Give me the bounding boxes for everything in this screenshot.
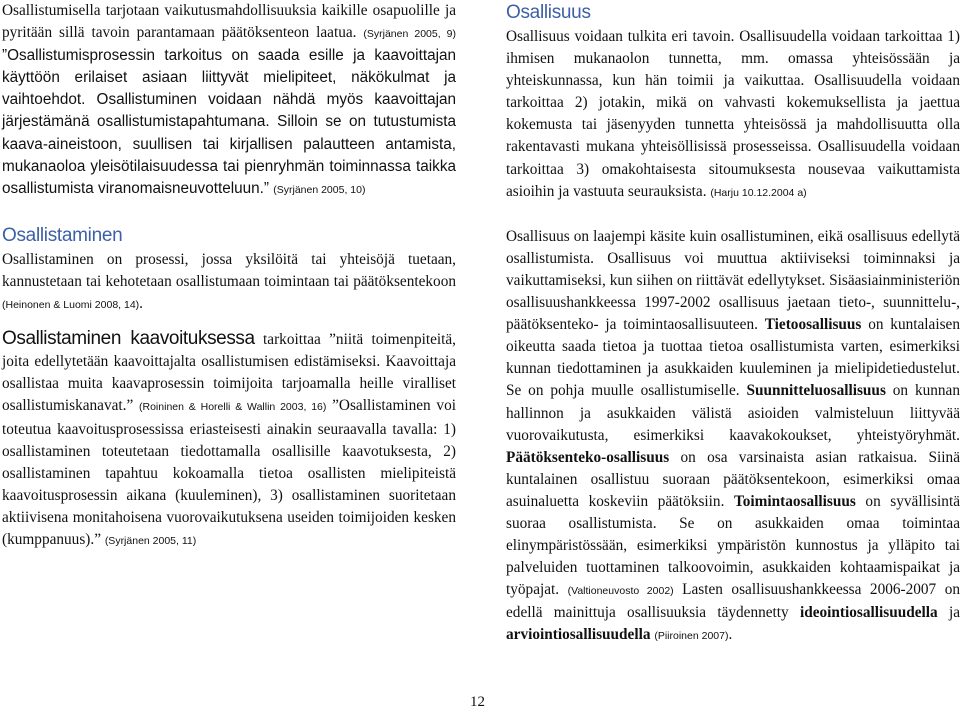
text-run: Osallistuminen voidaan nähdä myös kaavoittajan järjestämänä osallistumistapahtumana. Silloin se on tutustumista kaava-aineistoon, suullisen tai kirjallisen palautteen antamista, mukanaoloa yleisötilaisuudessa tai pienryhmän toiminnassa taikka osallistumista viranomaisneuvotteluun.” xyxy=(2,91,456,197)
text-run: Osallistumisella tarjotaan vaikutusmahdollisuuksia kaikille osapuolille ja pyritään sillä tavoin parantamaan päätöksenteon laatua. xyxy=(2,2,456,42)
bold-term: Suunnitteluosallisuus xyxy=(746,382,886,400)
osallisuus-paragraph xyxy=(506,26,960,204)
heading-osallisuus: Osallisuus xyxy=(506,2,591,23)
text-run: ”Osallistumisprosessin tarkoitus on saada esille ja kaavoittajan käyttöön erilaiset asiaan liittyvät mielipiteet, näkökulmat ja vaihtoehdot. xyxy=(2,47,456,109)
text-run: on syvällisintä suoraa osallistumista. Se on asukkaiden omaa toimintaa elinympäristössään, esimerkiksi ympäristön kunnostus ja ylläpito tai palveluiden tuottaminen talkoovoimin, asukkaiden kohtaamispaikat ja työpajat. xyxy=(506,492,960,599)
citation: (Roininen & Horelli & Wallin 2003, 16) xyxy=(139,401,327,414)
text-run: Osallisuus on laajempi käsite kuin osallistuminen, eikä osallisuus edellytä osallistumista. Osallisuus voi muuttua aktiiviseksi toiminnaksi ja vaikuttamiseksi, kun siihen on riittävät edellytykset. Sisäasiainministeriön osallisuushankkeessa 1997-2002 osallisuus jaetaan tieto-, suunnittelu-, päätöksenteko- ja toimintaosallisuuteen. xyxy=(506,227,960,334)
citation: (Harju 10.12.2004 a) xyxy=(710,186,807,199)
citation: (Syrjänen 2005, 11) xyxy=(104,534,197,547)
bold-term: Toimintaosallisuus xyxy=(733,492,856,510)
right-column xyxy=(506,0,960,648)
text-run: Osallistaminen on prosessi, jossa yksilöitä tai yhteisöjä tuetaan, kannustetaan tai kehotetaan osallistumaan toimintaan tai päätöksentekoon xyxy=(2,250,456,290)
left-column xyxy=(2,0,456,552)
osallistaminen-kaavoituksessa-paragraph xyxy=(2,328,456,552)
citation: (Valtioneuvosto 2002) xyxy=(567,585,674,598)
bold-term: arviointiosallisuudella xyxy=(506,626,651,644)
bold-term: Tietoosallisuus xyxy=(764,316,862,334)
citation: (Syrjänen 2005, 9) xyxy=(363,28,456,41)
text-run: on kunnan hallinnon ja asukkaiden välistä asioiden valmisteluun liittyvää vuorovaikutusta, esimerkiksi kaavakokoukset, yhteistyöryhmät. xyxy=(506,382,960,444)
text-run: ”Osallistaminen voi toteutua kaavoitusprosessissa eriasteisesti ainakin seuraavalla tavalla: 1) osallistaminen toteutetaan tiedottamalla osallisille kaavotuksesta, 2) osallistaminen tapahtuu kokoamalla tietoa osallisten mielipiteistä kaavoitusprosessin aikana (kuuleminen), 3) osallistaminen suoritetaan aktiivisena monitahoisena vuorovaikutuksena useiden toimijoiden kesken (kumppanuus).” xyxy=(2,397,456,548)
text-run: on kuntalaisen oikeutta saada tietoa ja tuottaa tietoa osallistumista varten, esimerkiksi kunnan tiedottaminen ja asukkaiden kuuleminen ja mielipidetiedustelut. Se on pohja muulle osallistumiselle. xyxy=(506,316,960,400)
text-run: . xyxy=(728,626,733,644)
heading-osallistaminen: Osallistaminen xyxy=(2,224,123,246)
bold-term: Päätöksenteko-osallisuus xyxy=(506,448,670,466)
citation: (Syrjänen 2005, 10) xyxy=(273,183,366,196)
page-number: 12 xyxy=(470,694,485,710)
text-run: tarkoittaa ”niitä toimenpiteitä, joita edellytetään kaavoittajalta osallistumisen edistämiseksi. Kaavoittaja osallistaa muita kaavaprosessin toimijoita tarjoamalla heille viralliset osallistumiskanavat.” xyxy=(2,331,456,415)
text-run: Osallisuus voidaan tulkita eri tavoin. Osallisuudella voidaan tarkoittaa 1) ihmisen mukanaolon tunnetta, mm. omassa yhteisössään ja yhteiskunnassa, kun hän toimii ja vaikuttaa. Osallisuudella voidaan tarkoittaa 2) jotakin, mikä on vahvasti kokemuksellista ja jaettua kokemusta tai jäsenyyden tunnetta yhteisössä ja mahdollisuutta olla rakentavasti mukana yhteisöllisissä prosesseissa. Osallisuudella voidaan tarkoittaa 3) omakohtaisesta sitoumuksesta nousevaa vaikuttamista asioihin ja vastuuta seurauksista. xyxy=(506,28,960,200)
term-heading: Osallistaminen kaavoituksessa xyxy=(2,328,255,350)
bold-term: ideointiosallisuudella xyxy=(799,604,938,622)
citation: (Heinonen & Luomi 2008, 14) xyxy=(2,299,140,312)
text-run: on osa varsinaista asian ratkaisua. Siinä kuntalainen osallistuu suoraan päätöksentekoon, esimerkiksi omaa asuinaluetta koskeviin päätöksiin. xyxy=(506,448,960,510)
citation: (Piiroinen 2007) xyxy=(654,630,729,643)
osallisuus-laajempi-paragraph xyxy=(506,226,960,648)
intro-paragraph xyxy=(2,0,456,201)
osallistaminen-paragraph xyxy=(2,249,456,316)
text-run: . xyxy=(139,295,143,313)
text-run: ja xyxy=(937,604,960,622)
text-run: Lasten osallisuushankkeessa 2006-2007 on edellä mainittuja osallisuuksia täydennetty xyxy=(506,581,960,622)
